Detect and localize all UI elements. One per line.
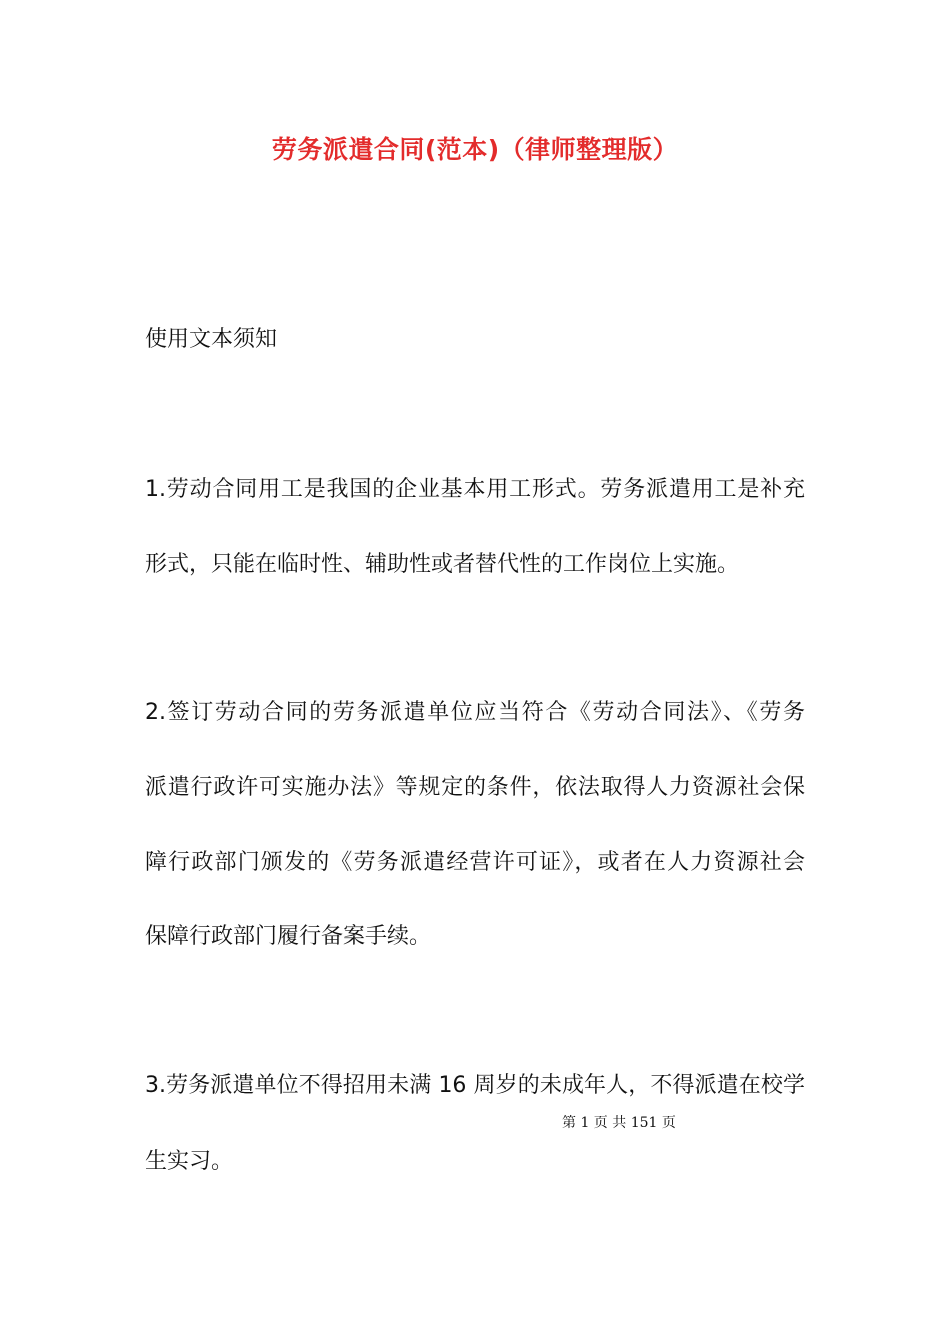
page-number-footer: 第 1 页 共 151 页 (562, 1115, 676, 1131)
paragraph-2-line-2: 派遣行政许可实施办法》等规定的条件，依法取得人力资源社会保 (145, 775, 805, 800)
paragraph-2-line-4: 保障行政部门履行备案手续。 (145, 924, 432, 949)
notice-heading: 使用文本须知 (145, 327, 278, 352)
paragraph-1-line-1: 1.劳动合同用工是我国的企业基本用工形式。劳务派遣用工是补充 (145, 477, 805, 502)
paragraph-1-line-2: 形式，只能在临时性、辅助性或者替代性的工作岗位上实施。 (145, 552, 740, 577)
document-title: 劳务派遣合同(范本)（律师整理版） (271, 135, 679, 164)
paragraph-3-line-2: 生实习。 (145, 1149, 234, 1174)
paragraph-3-line-1: 3.劳务派遣单位不得招用未满 16 周岁的未成年人，不得派遣在校学 (145, 1073, 805, 1098)
paragraph-2-line-1: 2.签订劳动合同的劳务派遣单位应当符合《劳动合同法》、《劳务 (145, 700, 805, 725)
paragraph-2-line-3: 障行政部门颁发的《劳务派遣经营许可证》，或者在人力资源社会 (145, 850, 805, 875)
